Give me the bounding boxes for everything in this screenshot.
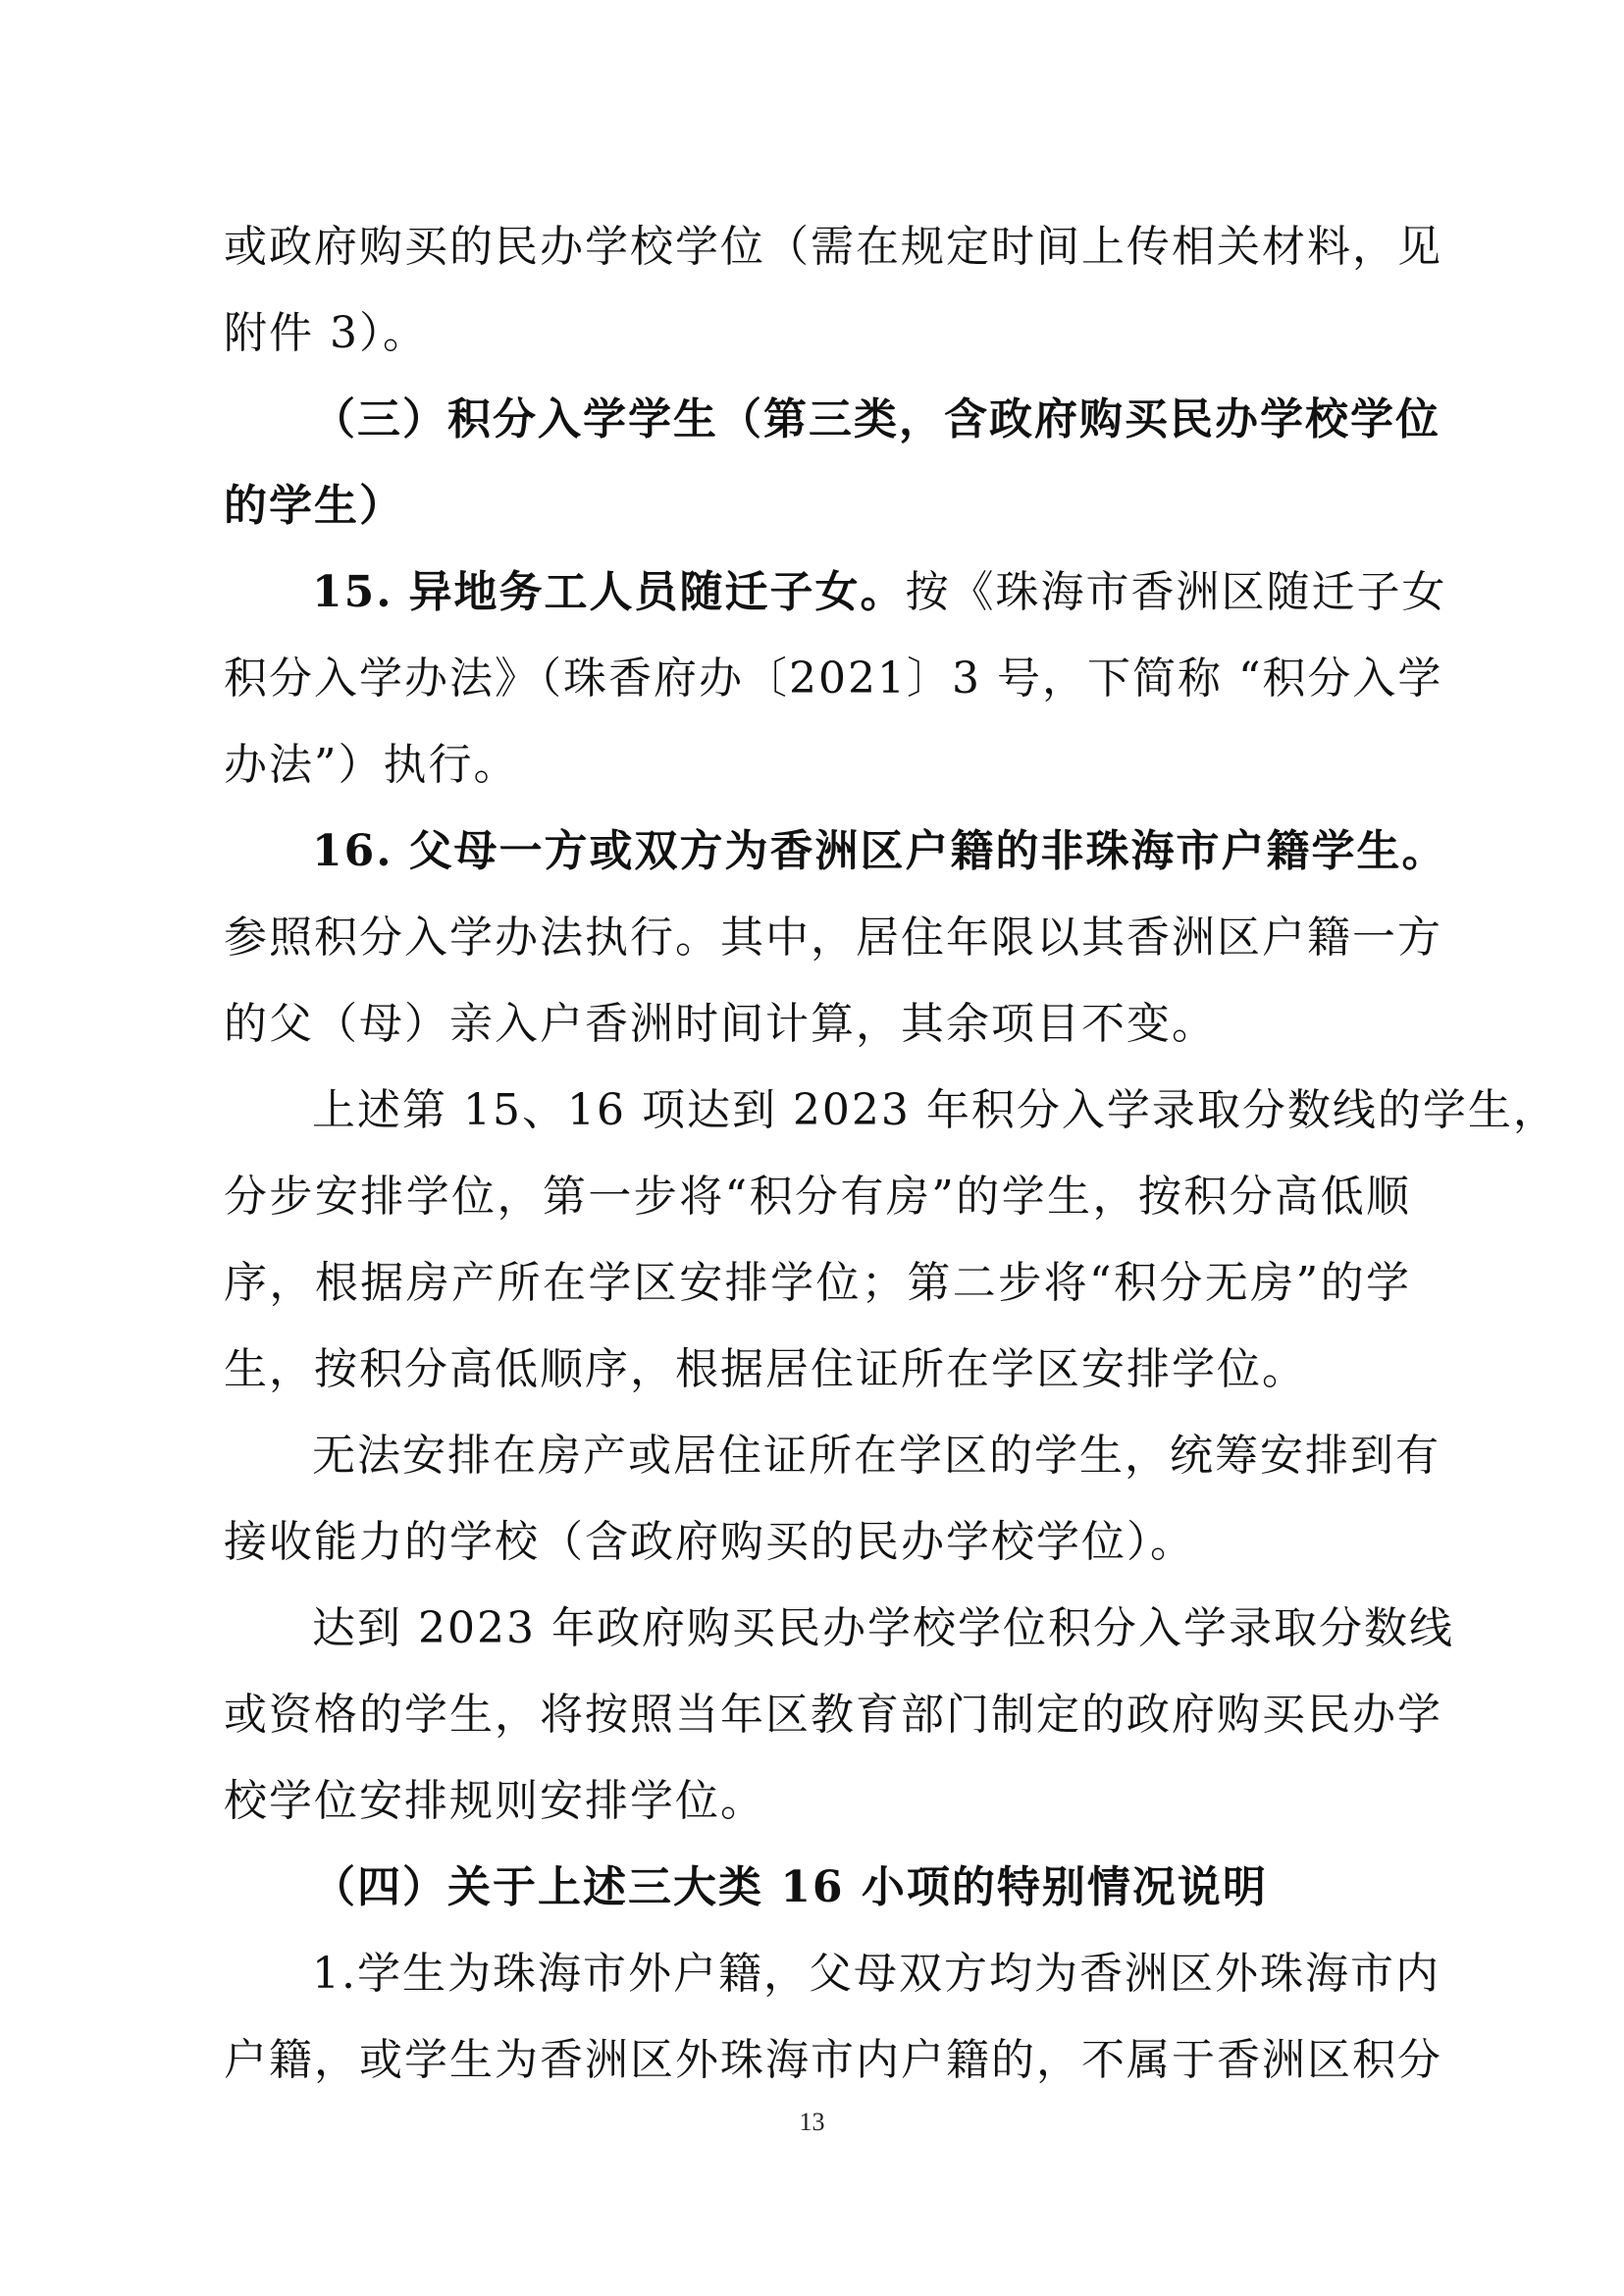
paragraph-line: 附件 3）。 [224, 308, 428, 358]
paragraph-line: 达到 2023 年政府购买民办学校学位积分入学录取分数线 [312, 1603, 1454, 1653]
paragraph-line: 参照积分入学办法执行。其中，居住年限以其香洲区户籍一方 [224, 913, 1442, 963]
paragraph-line: 生，按积分高低顺序，根据居住证所在学区安排学位。 [224, 1344, 1307, 1394]
section-heading-3-cont: 的学生） [224, 481, 404, 531]
page-number: 13 [799, 2108, 825, 2136]
paragraph-line: 校学位安排规则安排学位。 [224, 1776, 765, 1826]
paragraph-line: 上述第 15、16 项达到 2023 年积分入学录取分数线的学生， [312, 1085, 1558, 1135]
paragraph-line: 分步安排学位，第一步将“积分有房”的学生，按积分高低顺 [224, 1172, 1411, 1222]
paragraph-line: 无法安排在房产或居住证所在学区的学生，统筹安排到有 [312, 1431, 1441, 1481]
paragraph-line: 积分入学办法》（珠香府办〔2021〕3 号，下简称 “积分入学 [224, 653, 1443, 704]
paragraph-line: 序，根据房产所在学区安排学位；第二步将“积分无房”的学 [224, 1258, 1411, 1308]
paragraph-line: 1.学生为珠海市外户籍，父母双方均为香洲区外珠海市内 [312, 1949, 1441, 1999]
item-15-text: 按《珠海市香洲区随迁子女 [905, 567, 1447, 617]
item-16-line [312, 822, 1447, 881]
section-heading-3: （三）积分入学学生（第三类，含政府购买民办学校学位 [312, 394, 1441, 444]
paragraph-line: 或资格的学生，将按照当年区教育部门制定的政府购买民办学 [224, 1690, 1442, 1740]
paragraph-line: 户籍，或学生为香洲区外珠海市内户籍的，不属于香洲区积分 [224, 2035, 1442, 2085]
item-16-title: 父母一方或双方为香洲区户籍的非珠海市户籍学生。 [408, 826, 1447, 876]
paragraph-line: 接收能力的学校（含政府购买的民办学校学位）。 [224, 1517, 1195, 1567]
item-16-number: 16. [312, 826, 393, 876]
item-15-line [312, 563, 1447, 622]
section-heading-4: （四）关于上述三大类 16 小项的特别情况说明 [312, 1862, 1268, 1912]
item-15-number: 15. [312, 567, 393, 617]
paragraph-line: 或政府购买的民办学校学位（需在规定时间上传相关材料，见 [224, 222, 1442, 272]
item-15-title: 异地务工人员随迁子女。 [408, 567, 906, 617]
paragraph-line: 的父（母）亲入户香洲时间计算，其余项目不变。 [224, 999, 1217, 1049]
paragraph-line: 办法”）执行。 [224, 740, 519, 790]
